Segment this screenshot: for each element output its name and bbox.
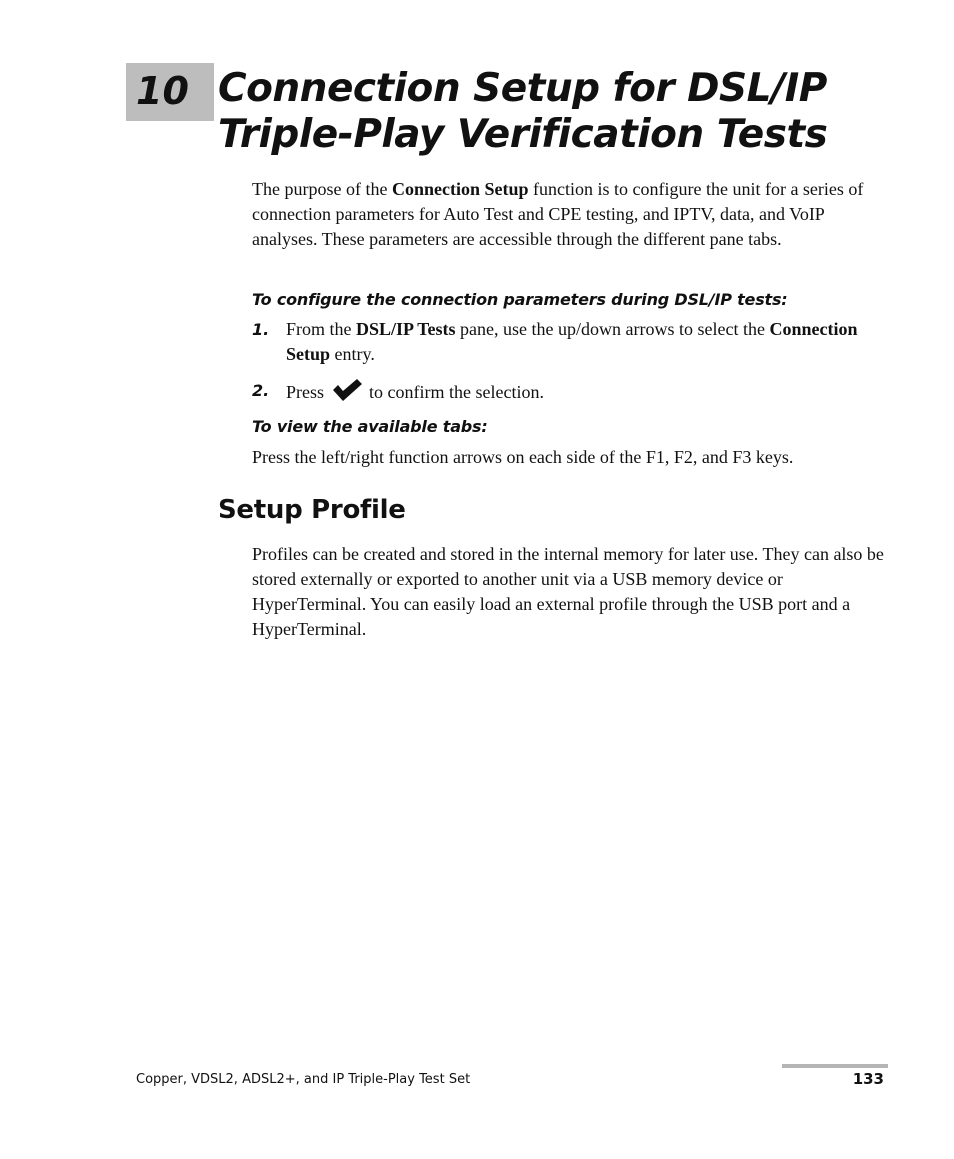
intro-bold-term: Connection Setup (391, 179, 529, 199)
step-text-part: Press (286, 382, 329, 402)
chapter-title-line-2: Triple-Play Verification Tests (218, 112, 828, 157)
step-bold-term: Connection Setup (286, 319, 858, 364)
step-text-part: From the (286, 319, 356, 339)
step-text (286, 317, 886, 367)
procedure-tabs-text: Press the left/right function arrows on each side of the F1, F2, and F3 keys. (252, 447, 794, 467)
chapter-number: 10 (136, 69, 189, 113)
chapter-title-line-1: Connection Setup for DSL/IP (218, 66, 827, 111)
checkmark-icon (331, 378, 363, 409)
intro-prefix: The purpose of the (252, 179, 392, 199)
step-number: 2. (252, 381, 270, 400)
step-text-part: entry. (330, 344, 375, 364)
section-paragraph: Profiles can be created and stored in the internal memory for later use. They can also be stored externally or exported to another unit via a USB memory device or HyperTerminal. You can easily load an external profile through the USB port and a HyperTerminal. (252, 544, 884, 639)
procedure-step-2 (252, 378, 892, 403)
page-number: 133 (852, 1070, 884, 1088)
section-title: Setup Profile (218, 495, 406, 525)
footer-rule (782, 1064, 888, 1068)
footer-product-name: Copper, VDSL2, ADSL2+, and IP Triple-Play Test Set (136, 1072, 471, 1087)
step-text-part: to confirm the selection. (364, 382, 544, 402)
chapter-title (218, 66, 918, 158)
procedure-heading-configure: To configure the connection parameters during DSL/IP tests: (252, 290, 788, 309)
intro-suffix: function is to configure the unit for a series of connection parameters for Auto Test and CPE testing, and IPTV, data, and VoIP analyses. These parameters are accessible through the different pane tabs. (252, 179, 864, 249)
procedure-step-1 (252, 317, 892, 367)
step-text (286, 378, 886, 409)
step-bold-term: DSL/IP Tests (356, 319, 456, 339)
procedure-heading-tabs: To view the available tabs: (252, 417, 488, 436)
intro-paragraph (252, 177, 892, 252)
step-number: 1. (252, 320, 270, 339)
step-text-part: pane, use the up/down arrows to select the (455, 319, 770, 339)
